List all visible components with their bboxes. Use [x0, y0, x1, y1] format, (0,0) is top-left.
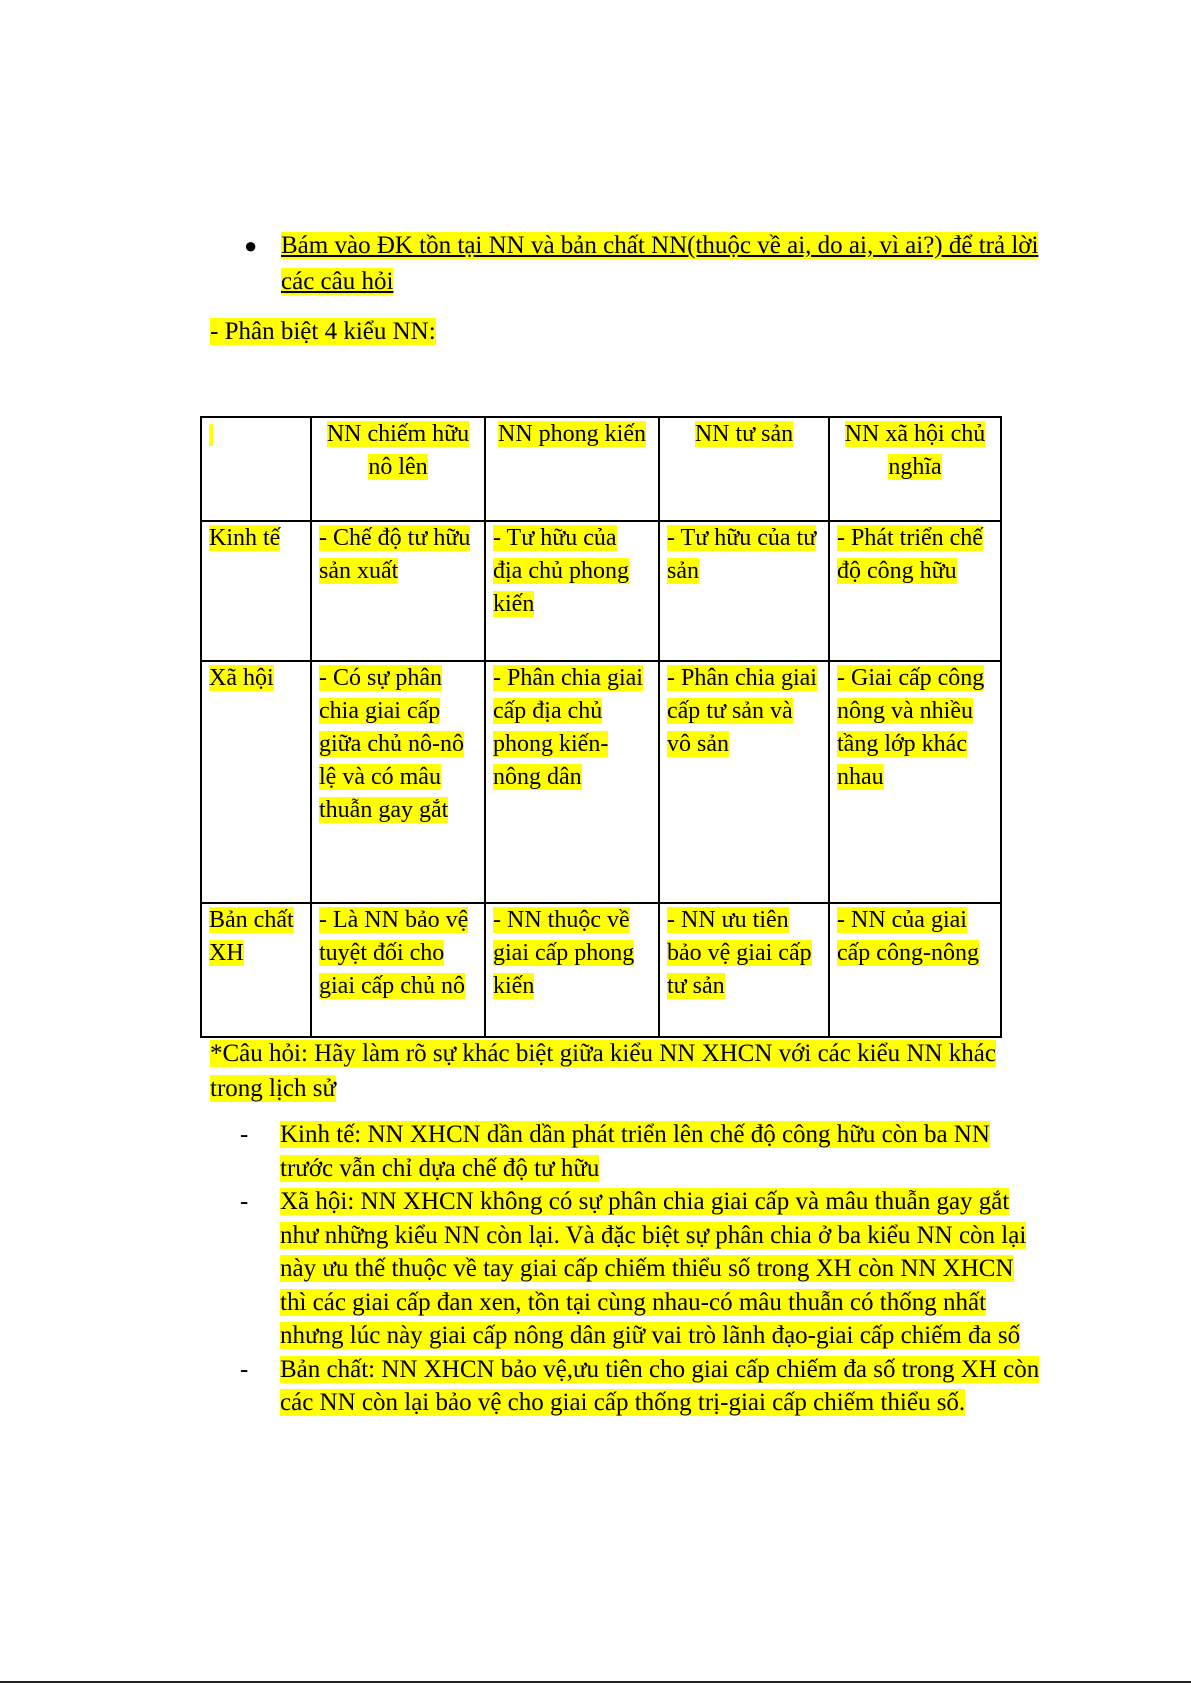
- answer-list: [240, 1118, 1040, 1420]
- answer-text: Xã hội: NN XHCN không có sự phân chia giai cấp và mâu thuẫn gay gắt như những kiểu NN còn lại. Và đặc biệt sự phân chia ở ba kiểu NN còn lại này ưu thế thuộc về tay giai cấp chiếm thiểu số trong XH còn NN XHCN thì các giai cấp đan xen, tồn tại cùng nhau-có mâu thuẫn có thống nhất nhưng lúc này giai cấp nông dân giữ vai trò lãnh đạo-giai cấp chiếm đa số: [280, 1188, 1027, 1349]
- header-cell: NN phong kiến: [485, 417, 659, 521]
- table-cell: - NN thuộc về giai cấp phong kiến: [485, 903, 659, 1037]
- dash-marker: -: [240, 1121, 249, 1148]
- row-label: Kinh tế: [201, 521, 311, 661]
- question-text: *Câu hỏi: Hãy làm rõ sự khác biệt giữa kiểu NN XHCN với các kiểu NN khác trong lịch sử: [210, 1040, 996, 1102]
- bullet-dot-icon: ●: [244, 233, 258, 258]
- comparison-table: [200, 416, 1002, 1038]
- bullet-text: Bám vào ĐK tồn tại NN và bản chất NN(thuộc về ai, do ai, vì ai?) để trả lời các câu hỏi: [281, 232, 1039, 295]
- table-cell: - Có sự phân chia giai cấp giữa chủ nô-nô lệ và có mâu thuẫn gay gắt: [311, 661, 485, 903]
- table-cell: - NN ưu tiên bảo vệ giai cấp tư sản: [659, 903, 829, 1037]
- table-cell: - Phân chia giai cấp tư sản và vô sản: [659, 661, 829, 903]
- table-cell: - Tư hữu của tư sản: [659, 521, 829, 661]
- header-cell: NN tư sản: [659, 417, 829, 521]
- table-header-row: [201, 417, 1001, 521]
- table-row: [201, 903, 1001, 1037]
- table-cell: - NN của giai cấp công-nông: [829, 903, 1001, 1037]
- answer-text: Bản chất: NN XHCN bảo vệ,ưu tiên cho giai cấp chiếm đa số trong XH còn các NN còn lại bảo vệ cho giai cấp thống trị-giai cấp chiếm thiểu số.: [280, 1355, 1040, 1416]
- table-cell: - Phân chia giai cấp địa chủ phong kiến-nông dân: [485, 661, 659, 903]
- list-item: [240, 1118, 1040, 1185]
- answer-text: Kinh tế: NN XHCN dần dần phát triển lên chế độ công hữu còn ba NN trước vẫn chỉ dựa chế độ tư hữu: [280, 1121, 990, 1182]
- table-cell: - Giai cấp công nông và nhiều tầng lớp khác nhau: [829, 661, 1001, 903]
- header-cell: [201, 417, 311, 521]
- page-bottom-divider: [0, 1681, 1191, 1683]
- section-label: - Phân biệt 4 kiểu NN:: [210, 318, 436, 345]
- table-row: [201, 661, 1001, 903]
- list-item: [240, 1353, 1040, 1420]
- header-cell: NN chiếm hữu nô lên: [311, 417, 485, 521]
- table-cell: - Chế độ tư hữu sản xuất: [311, 521, 485, 661]
- row-label: Bản chất XH: [201, 903, 311, 1037]
- table-cell: - Tư hữu của địa chủ phong kiến: [485, 521, 659, 661]
- table-row: [201, 521, 1001, 661]
- header-cell: NN xã hội chủ nghĩa: [829, 417, 1001, 521]
- list-item: [240, 1185, 1040, 1353]
- table-cell: - Là NN bảo vệ tuyệt đối cho giai cấp chủ nô: [311, 903, 485, 1037]
- dash-marker: -: [240, 1355, 249, 1383]
- dash-marker: -: [240, 1188, 249, 1215]
- row-label: Xã hội: [201, 661, 311, 903]
- table-cell: - Phát triển chế độ công hữu: [829, 521, 1001, 661]
